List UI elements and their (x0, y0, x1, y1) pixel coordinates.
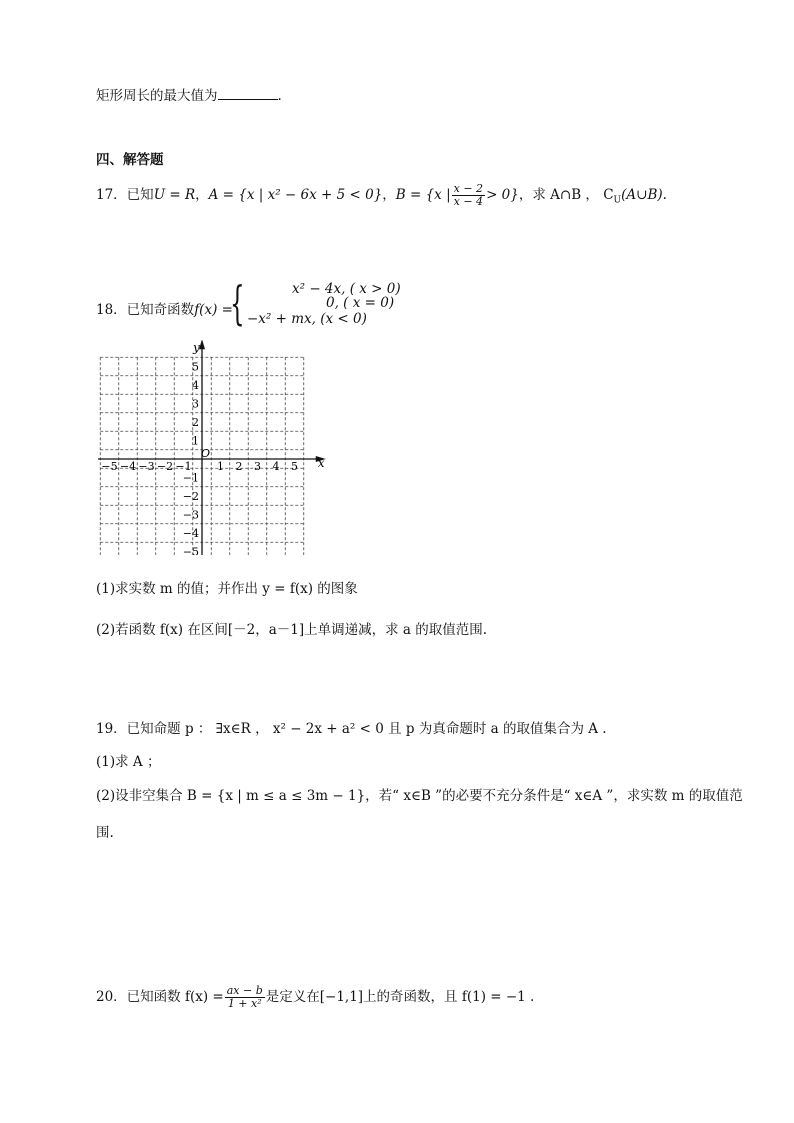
q16-tail (96, 86, 282, 106)
answer-blank (218, 87, 278, 100)
x-tick-label: −4 (119, 460, 137, 473)
question-17 (96, 183, 667, 211)
y-axis-label: y (193, 340, 200, 355)
y-tick-label: 1 (192, 434, 199, 448)
origin-label: O (201, 447, 211, 460)
q18-case3: −x² + mx, (x < 0) (247, 311, 367, 327)
q17-ask-sub: U (613, 195, 622, 206)
x-tick-label: −3 (138, 460, 155, 473)
q17-sep1: ， (195, 187, 209, 203)
y-tick-label: −1 (182, 471, 199, 485)
x-tick-label: 2 (235, 460, 243, 473)
q17-set-b-suffix: > 0} (486, 187, 519, 203)
x-tick-label: 5 (291, 460, 298, 473)
q17-ask-end: (A∪B). (621, 187, 667, 203)
q18-stem-text: 18．已知奇函数 (96, 302, 195, 318)
y-tick-label: −2 (182, 490, 199, 503)
x-tick-label: 4 (272, 460, 280, 473)
q16-end: . (277, 88, 282, 104)
q20-frac-den: 1 + x² (227, 997, 262, 1010)
x-tick-label: −5 (101, 460, 118, 473)
q18-part2: (2)若函数 f(x) 在区间[－2，a－1]上单调递减，求 a 的取值范围. (96, 622, 488, 638)
q17-frac-num: x − 2 (453, 182, 484, 195)
q17-fraction (452, 183, 485, 208)
q19-part2-line2: 围. (96, 825, 114, 841)
q17-set-b-prefix: B = {x | (395, 187, 451, 203)
y-tick-label: −4 (182, 527, 199, 540)
y-tick-label: −5 (182, 545, 199, 555)
x-tick-label: 1 (217, 460, 224, 473)
q17-universal-set: U = R (153, 187, 196, 203)
piecewise-brace: { (230, 276, 245, 330)
y-tick-label: 4 (192, 379, 199, 392)
q18-part1: (1)求实数 m 的值；并作出 y = f(x) 的图象 (96, 581, 358, 597)
q19-part1: (1)求 A ； (96, 754, 161, 770)
x-tick-label: 3 (254, 460, 261, 473)
q19-stem: 19．已知命题 p ： ∃x∈R ， x² − 2x + a² < 0 且 p 为真命题时 a 的取值集合为 A . (96, 721, 607, 737)
q17-ask: ，求 A∩B ， C (518, 187, 614, 203)
q18-stem (96, 298, 233, 318)
q20-frac-num: ax − b (226, 984, 263, 997)
q17-number: 17．已知 (96, 187, 154, 203)
section-heading: 四、解答题 (96, 152, 164, 168)
q17-sep2: ， (382, 187, 396, 203)
y-tick-label: 2 (192, 416, 199, 429)
q16-text: 矩形周长的最大值为 (96, 88, 218, 104)
y-tick-label: 5 (192, 360, 199, 374)
x-tick-label: −2 (156, 460, 174, 473)
q19-part2-line1: (2)设非空集合 B = {x | m ≤ a ≤ 3m − 1}，若“ x∈B ”的必要不充分条件是“ x∈A ”，求实数 m 的取值范 (96, 788, 743, 804)
y-tick-label: 3 (192, 397, 199, 411)
q20-stem-a: 20．已知函数 f(x) = (96, 989, 224, 1005)
coordinate-grid (96, 340, 326, 555)
q17-frac-den: x − 4 (453, 195, 484, 208)
q17-set-a: A = {x | x² − 6x + 5 < 0} (208, 187, 383, 203)
q20-stem-b: 是定义在[−1,1]上的奇函数，且 f(1) = −1 . (265, 989, 535, 1005)
y-tick-label: −3 (182, 508, 199, 522)
q18-case1: x² − 4x, ( x > 0) (292, 281, 401, 297)
question-20 (96, 985, 534, 1010)
q18-fx: f(x) = (194, 302, 233, 318)
y-axis-arrow (199, 340, 205, 349)
x-tick-label: −1 (175, 460, 192, 473)
q20-fraction (225, 985, 265, 1010)
q18-case2: 0, ( x = 0) (326, 295, 395, 311)
x-axis-label: x (317, 456, 325, 470)
